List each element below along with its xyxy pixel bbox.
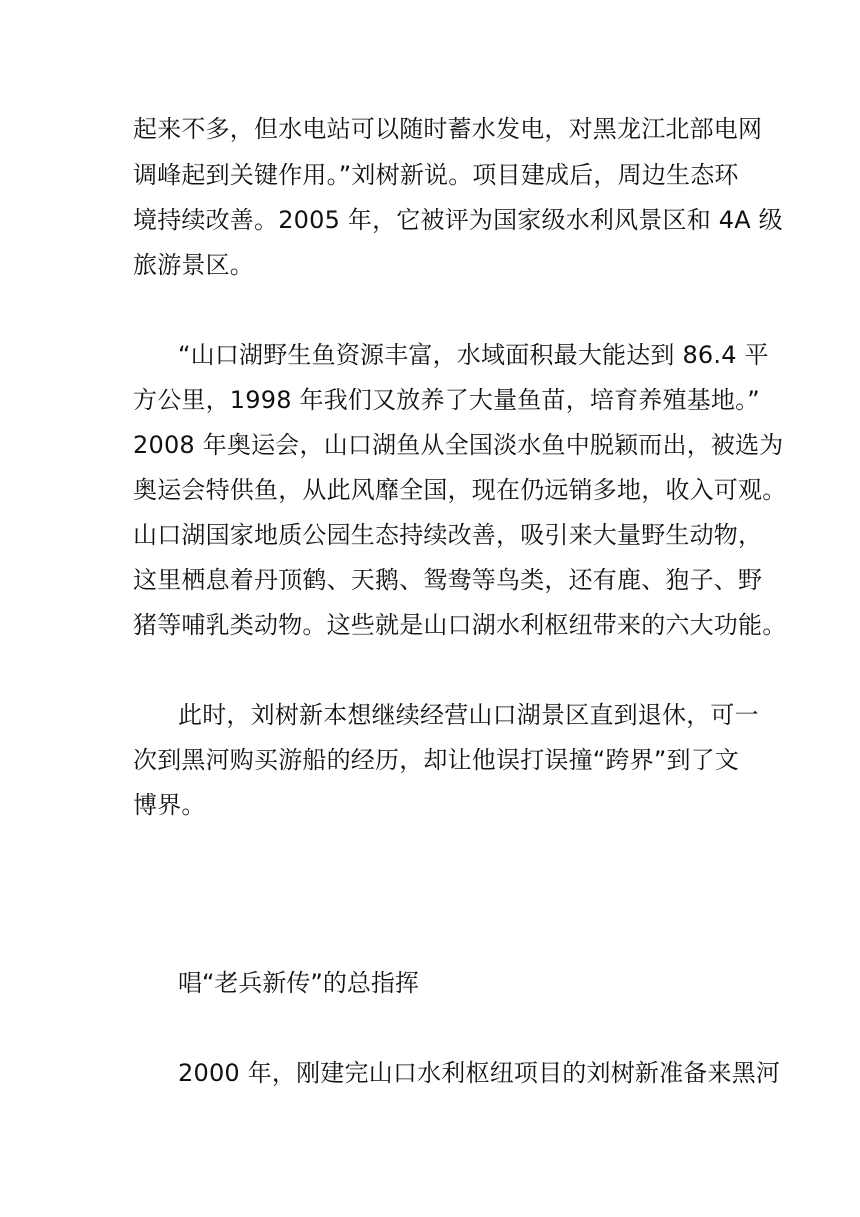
paragraph-2-line-7: 猪等哺乳类动物。这些就是山口湖水利枢纽带来的六大功能。 — [133, 611, 787, 639]
paragraph-1-line-4: 旅游景区。 — [133, 251, 254, 279]
paragraph-2-line-3: 2008 年奥运会，山口湖鱼从全国淡水鱼中脱颖而出，被选为 — [133, 431, 784, 459]
paragraph-1-line-3: 境持续改善。2005 年，它被评为国家级水利风景区和 4A 级 — [133, 206, 783, 234]
paragraph-4-line-1: 2000 年，刚建完山口水利枢纽项目的刘树新准备来黑河 — [178, 1059, 781, 1087]
paragraph-2-line-1: “山口湖野生鱼资源丰富，水域面积最大能达到 86.4 平 — [178, 341, 769, 369]
paragraph-3-line-1: 此时，刘树新本想继续经营山口湖景区直到退休，可一 — [178, 701, 759, 729]
paragraph-2-line-5: 山口湖国家地质公园生态持续改善，吸引来大量野生动物， — [133, 521, 763, 549]
paragraph-2-line-6: 这里栖息着丹顶鹤、天鹅、鸳鸯等鸟类，还有鹿、狍子、野 — [133, 566, 763, 594]
paragraph-2-line-4: 奥运会特供鱼，从此风靡全国，现在仍远销多地，收入可观。 — [133, 476, 787, 504]
paragraph-1-line-2: 调峰起到关键作用。”刘树新说。项目建成后，周边生态环 — [133, 161, 739, 189]
paragraph-3-line-3: 博界。 — [133, 791, 206, 819]
paragraph-1-line-1: 起来不多，但水电站可以随时蓄水发电，对黑龙江北部电网 — [133, 115, 763, 143]
paragraph-2-line-2: 方公里，1998 年我们又放养了大量鱼苗，培育养殖基地。” — [133, 386, 760, 414]
paragraph-3-line-2: 次到黑河购买游船的经历，却让他误打误撞“跨界”到了文 — [133, 746, 740, 774]
section-heading: 唱“老兵新传”的总指挥 — [178, 969, 419, 997]
